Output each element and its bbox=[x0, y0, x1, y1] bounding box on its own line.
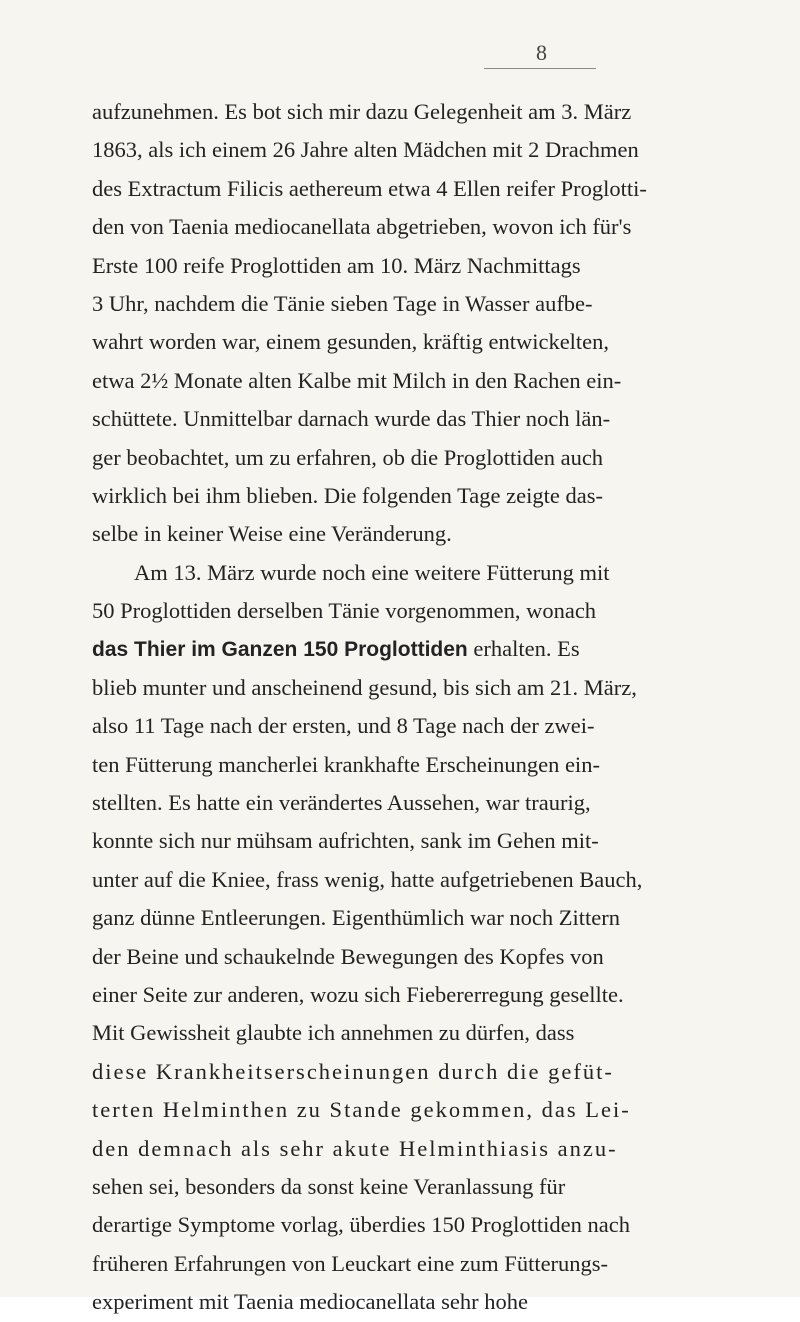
text-line: einer Seite zur anderen, wozu sich Fiebererregung gesellte. bbox=[92, 981, 624, 1007]
text-line: früheren Erfahrungen von Leuckart eine zum Fütterungs- bbox=[92, 1250, 609, 1276]
header-rule bbox=[484, 68, 596, 69]
text-line: ten Fütterung mancherlei krankhafte Erscheinungen ein- bbox=[92, 751, 600, 777]
text-phrase: erhalten. Es bbox=[467, 636, 580, 662]
text-line: diese Krankheitserscheinungen durch die gefüt- bbox=[92, 1058, 614, 1084]
text-line: wahrt worden war, einem gesunden, kräftig entwickelten, bbox=[92, 329, 610, 355]
text-line: 50 Proglottiden derselben Tänie vorgenommen, wonach bbox=[92, 598, 597, 624]
text-line: aufzunehmen. Es bot sich mir dazu Gelegenheit am 3. März bbox=[92, 99, 632, 124]
text-line: terten Helminthen zu Stande gekommen, das Lei- bbox=[92, 1097, 631, 1123]
text-line: ger beobachtet, um zu erfahren, ob die Proglottiden auch bbox=[92, 444, 604, 470]
text-line: der Beine und schaukelnde Bewegungen des Kopfes von bbox=[92, 943, 604, 969]
text-line: 3 Uhr, nachdem die Tänie sieben Tage in Wasser aufbe- bbox=[92, 290, 593, 316]
body-text bbox=[92, 93, 792, 1322]
text-line: des Extractum Filicis aethereum etwa 4 Ellen reifer Proglotti- bbox=[92, 175, 647, 201]
text-line bbox=[92, 630, 792, 668]
text-line: also 11 Tage nach der ersten, und 8 Tage nach der zwei- bbox=[92, 713, 595, 739]
page-number: 8 bbox=[536, 40, 547, 65]
text-line: Mit Gewissheit glaubte ich annehmen zu dürfen, dass bbox=[92, 1020, 575, 1046]
text-line: schüttete. Unmittelbar darnach wurde das Thier noch län- bbox=[92, 406, 611, 432]
text-line: selbe in keiner Weise eine Veränderung. bbox=[92, 521, 452, 547]
text-line: wirklich bei ihm blieben. Die folgenden Tage zeigte das- bbox=[92, 482, 603, 508]
text-line: Am 13. März wurde noch eine weitere Fütterung mit bbox=[134, 559, 610, 585]
bold-phrase: das Thier im Ganzen 150 Proglottiden bbox=[92, 638, 468, 662]
text-line: Erste 100 reife Proglottiden am 10. März Nachmittags bbox=[92, 252, 581, 278]
text-line: unter auf die Kniee, frass wenig, hatte aufgetriebenen Bauch, bbox=[92, 866, 643, 892]
text-line: 1863, als ich einem 26 Jahre alten Mädchen mit 2 Drachmen bbox=[92, 137, 639, 163]
text-line: blieb munter und anscheinend gesund, bis sich am 21. März, bbox=[92, 674, 637, 700]
text-line: den demnach als sehr akute Helminthiasis anzu- bbox=[92, 1135, 618, 1161]
text-line: stellten. Es hatte ein verändertes Aussehen, war traurig, bbox=[92, 790, 591, 816]
text-line: etwa 2½ Monate alten Kalbe mit Milch in den Rachen ein- bbox=[92, 367, 622, 393]
text-line: derartige Symptome vorlag, überdies 150 Proglottiden nach bbox=[92, 1212, 631, 1238]
text-line: konnte sich nur mühsam aufrichten, sank im Gehen mit- bbox=[92, 828, 599, 854]
text-line: experiment mit Taenia mediocanellata sehr hohe bbox=[92, 1289, 528, 1315]
text-line: sehen sei, besonders da sonst keine Veranlassung für bbox=[92, 1173, 566, 1199]
text-line: ganz dünne Entleerungen. Eigenthümlich war noch Zittern bbox=[92, 905, 620, 931]
text-line: den von Taenia mediocanellata abgetrieben, wovon ich für's bbox=[92, 214, 632, 240]
